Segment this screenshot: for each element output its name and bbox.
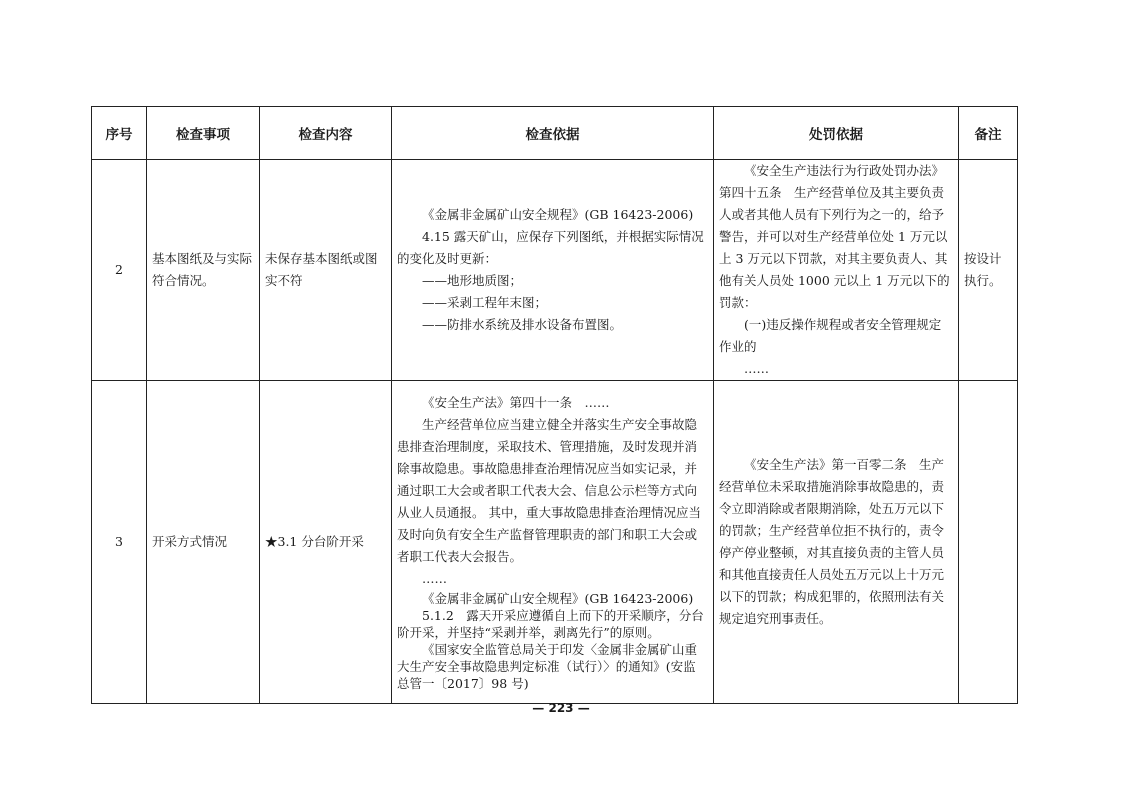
basis-line: 生产经营单位应当建立健全并落实生产安全事故隐患排查治理制度，采取技术、管理措施，及时发现并消除事故隐患。事故隐患排查治理情况应当如实记录，并通过职工大会或者职工代表大会、信息公示栏等方式向从业人员通报。 其中，重大事故隐患排查治理情况应当及时向负有安全生产监督管理职责的部门和职工大会或者职工代表大会报告。: [397, 417, 701, 564]
row-item: 基本图纸及与实际符合情况。: [147, 160, 260, 381]
row-remark: 按设计执行。: [959, 160, 1018, 381]
basis-line: 《安全生产法》第四十一条 ……: [422, 395, 610, 410]
header-content: 检查内容: [260, 107, 392, 160]
basis-line: ——防排水系统及排水设备布置图。: [422, 317, 623, 332]
header-basis: 检查依据: [392, 107, 714, 160]
basis-line: 《金属非金属矿山安全规程》(GB 16423-2006): [422, 591, 694, 606]
row-penalty: [714, 160, 959, 381]
inspection-table: [91, 106, 1018, 704]
basis-line: ……: [422, 571, 447, 586]
penalty-line: 《安全生产违法行为行政处罚办法》第四十五条 生产经营单位及其主要负责人或者其他人员有下列行为之一的，给予警告，并可以对生产经营单位处 1 万元以上 3 万元以下罚款，对其主要负责人、其他有关人员处 1000 元以上 1 万元以下的罚款：: [719, 163, 950, 310]
header-item: 检查事项: [147, 107, 260, 160]
header-penalty: 处罚依据: [714, 107, 959, 160]
table-header-row: [92, 107, 1018, 160]
basis-line: ——采剥工程年末图；: [422, 295, 548, 310]
row-basis: [392, 381, 714, 704]
penalty-line: (一)违反操作规程或者安全管理规定作业的: [719, 317, 942, 354]
basis-line: ——地形地质图；: [422, 273, 523, 288]
page-number: — 223 —: [532, 701, 590, 715]
basis-line: 《国家安全监管总局关于印发〈金属非金属矿山重大生产安全事故隐患判定标准（试行）〉的通知》(安监总管一〔2017〕98 号): [397, 642, 698, 691]
table-row: [92, 160, 1018, 381]
penalty-line: 《安全生产法》第一百零二条 生产经营单位未采取措施消除事故隐患的，责令立即消除或者限期消除，处五万元以下的罚款；生产经营单位拒不执行的，责令停产停业整顿，对其直接负责的主管人员和其他直接责任人员处五万元以上十万元以下的罚款；构成犯罪的，依照刑法有关规定追究刑事责任。: [719, 457, 945, 626]
row-number: 3: [92, 381, 147, 704]
basis-line: 《金属非金属矿山安全规程》(GB 16423-2006): [422, 207, 694, 222]
row-content: ★3.1 分台阶开采: [260, 381, 392, 704]
basis-line: 4.15 露天矿山，应保存下列图纸，并根据实际情况的变化及时更新：: [397, 229, 704, 266]
table-row: [92, 381, 1018, 704]
header-no: 序号: [92, 107, 147, 160]
penalty-line: ……: [744, 361, 769, 376]
header-remark: 备注: [959, 107, 1018, 160]
row-basis: [392, 160, 714, 381]
row-content: 未保存基本图纸或图实不符: [260, 160, 392, 381]
row-penalty: [714, 381, 959, 704]
row-number: 2: [92, 160, 147, 381]
row-item: 开采方式情况: [147, 381, 260, 704]
row-remark: [959, 381, 1018, 704]
basis-line: 5.1.2 露天开采应遵循自上而下的开采顺序，分台阶开采，并坚持“采剥并举，剥离先行”的原则。: [397, 608, 704, 640]
